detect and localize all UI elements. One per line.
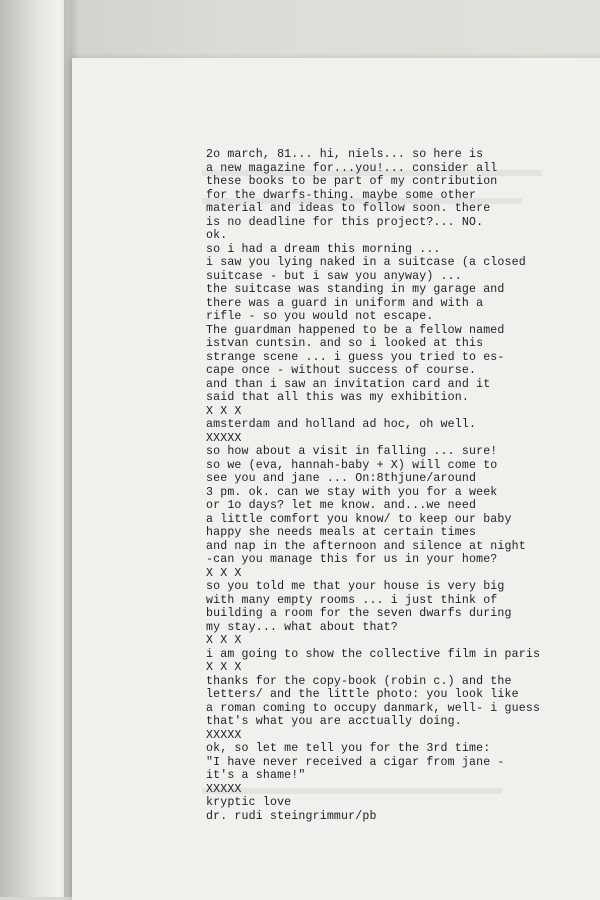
text-line: istvan cuntsin. and so i looked at this <box>206 337 484 350</box>
text-line: the suitcase was standing in my garage and <box>206 283 505 296</box>
text-line: rifle - so you would not escape. <box>206 310 434 323</box>
text-line: so you told me that your house is very big <box>206 580 505 593</box>
text-line: XXXXX <box>206 782 242 796</box>
text-line: 3 pm. ok. can we stay with you for a week <box>206 485 498 499</box>
text-line: amsterdam and holland ad hoc, oh well. <box>206 418 477 431</box>
text-line: said that all this was my exhibition. <box>206 391 469 404</box>
text-line: XXXXX <box>206 431 242 445</box>
text-line: so how about a visit in falling ... sure! <box>206 445 498 458</box>
text-line: "I have never received a cigar from jane - <box>206 755 505 769</box>
text-line: i am going to show the collective film in paris <box>206 647 541 661</box>
text-line: The guardman happened to be a fellow named <box>206 323 505 337</box>
text-line: so i had a dream this morning ... <box>206 242 441 256</box>
text-line: letters/ and the little photo: you look like <box>206 688 519 701</box>
text-line: building a room for the seven dwarfs during <box>206 607 512 620</box>
text-line: a roman coming to occupy danmark, well- i guess <box>206 701 541 715</box>
text-line: i saw you lying naked in a suitcase (a closed <box>206 256 526 269</box>
text-line: dr. rudi steingrimmur/pb <box>206 809 377 823</box>
text-line: with many empty rooms ... i just think of <box>206 593 498 607</box>
text-line: material and ideas to follow soon. there <box>206 202 491 215</box>
text-line: my stay... what about that? <box>206 620 398 634</box>
text-line: XXXXX <box>206 728 242 742</box>
text-line: a little comfort you know/ to keep our baby <box>206 512 512 526</box>
text-line: cape once - without success of course. <box>206 364 477 377</box>
text-line: and nap in the afternoon and silence at night <box>206 539 526 553</box>
text-line: X X X <box>206 634 242 647</box>
text-line: 2o march, 81... hi, niels... so here is <box>206 148 484 161</box>
text-line: is no deadline for this project?... NO. <box>206 215 484 229</box>
text-line: X X X <box>206 661 242 674</box>
text-line: kryptic love <box>206 796 292 809</box>
text-line: it's a shame!" <box>206 769 306 782</box>
left-page-edge <box>0 0 70 897</box>
text-line: or 1o days? let me know. and...we need <box>206 499 477 512</box>
text-line: strange scene ... i guess you tried to es- <box>206 350 505 364</box>
text-line: ok. <box>206 229 228 242</box>
text-line: that's what you are acctually doing. <box>206 715 462 728</box>
text-line: a new magazine for...you!... consider all <box>206 161 498 175</box>
text-line: these books to be part of my contribution <box>206 175 498 188</box>
text-line: so we (eva, hannah-baby + X) will come to <box>206 458 498 472</box>
text-line: thanks for the copy-book (robin c.) and the <box>206 674 512 688</box>
text-line: there was a guard in uniform and with a <box>206 296 484 310</box>
text-line: and than i saw an invitation card and it <box>206 377 491 391</box>
letter-text <box>206 148 566 823</box>
text-line: happy she needs meals at certain times <box>206 526 477 539</box>
text-line: for the dwarfs-thing. maybe some other <box>206 188 477 202</box>
text-line: X X X <box>206 404 242 418</box>
text-line: suitcase - but i saw you anyway) ... <box>206 269 462 283</box>
text-line: X X X <box>206 566 242 580</box>
text-line: ok, so let me tell you for the 3rd time: <box>206 742 491 755</box>
text-line: -can you manage this for us in your home? <box>206 553 498 566</box>
text-line: see you and jane ... On:8thjune/around <box>206 472 477 485</box>
